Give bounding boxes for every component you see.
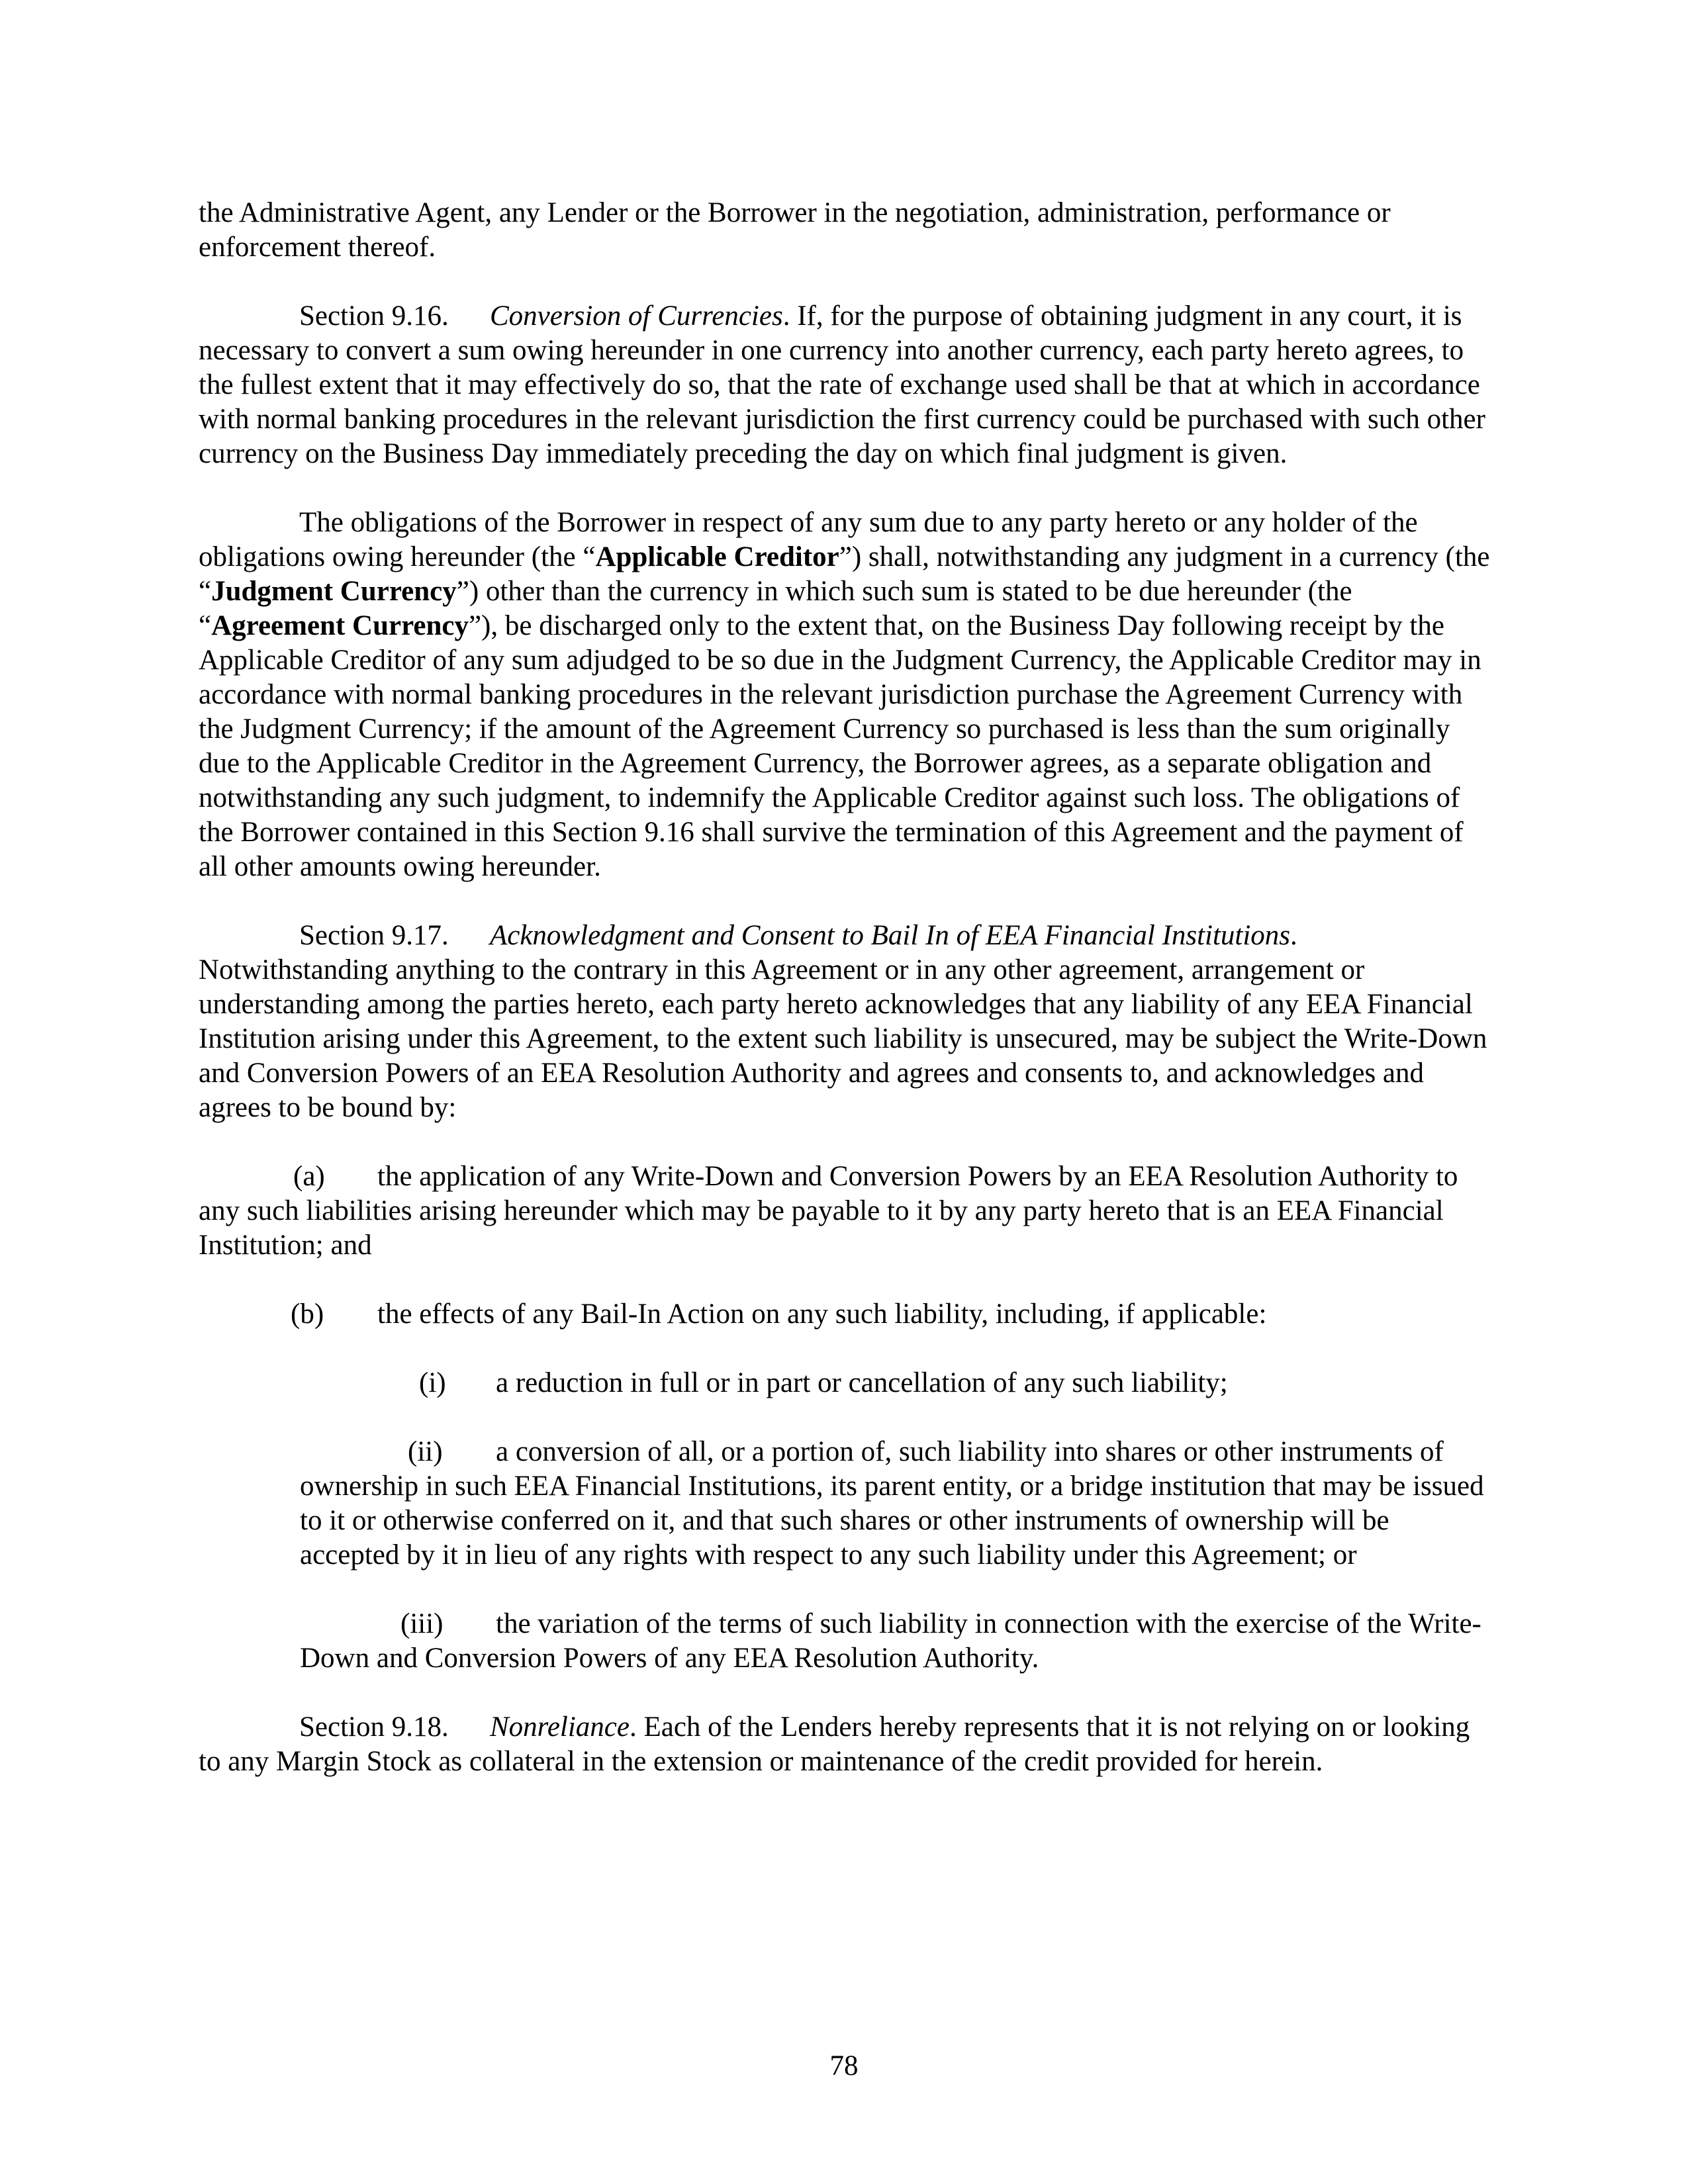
clause-label: (b) [291, 1298, 324, 1330]
clause-text: a reduction in full or in part or cancellation of any such liability; [496, 1367, 1228, 1398]
section-body: . Each of the Lenders hereby represents that it is not relying on or looking to any Margin Stock as collateral in the extension or maintenance of the credit provided for herein. [199, 1711, 1470, 1777]
section-9-17 [199, 919, 1491, 1125]
document-page [199, 196, 1491, 1813]
section-body: . If, for the purpose of obtaining judgment in any court, it is necessary to convert a sum owing hereunder in one currency into another currency, each party hereto agrees, to the fullest extent that it may effectively do so, that the rate of exchange used shall be that at which in accordance with normal banking procedures in the relevant jurisdiction the first currency could be purchased with such other currency on the Business Day immediately preceding the day on which final judgment is given. [199, 300, 1485, 469]
section-body: . Notwithstanding anything to the contrary in this Agreement or in any other agreement, arrangement or understanding among the parties hereto, each party hereto acknowledges that any liability of any EEA Financial Institution arising under this Agreement, to the extent such liability is unsecured, may be subject the Write-Down and Conversion Powers of an EEA Resolution Authority and agrees and consents to, and acknowledges and agrees to be bound by: [199, 920, 1487, 1123]
clause-text: the application of any Write-Down and Conversion Powers by an EEA Resolution Authority to any such liabilities arising hereunder which may be payable to it by any party hereto that is an EEA Financial Institution; and [199, 1161, 1458, 1261]
section-number: Section 9.18. [299, 1711, 449, 1743]
clause-ii [300, 1435, 1491, 1572]
section-number: Section 9.17. [299, 920, 449, 951]
paragraph-text: ”) shall, notwithstanding any judgment in a currency (the “ [199, 541, 1490, 607]
clause-text: a conversion of all, or a portion of, such liability into shares or other instruments of ownership in such EEA Financial Institutions, its parent entity, or a bridge institution that may be issued to it or otherwise conferred on it, and that such shares or other instruments of ownership will be accepted by it in lieu of any rights with respect to any such liability under this Agreement; or [300, 1436, 1484, 1570]
clause-b [199, 1297, 1491, 1332]
clause-iii [300, 1607, 1491, 1676]
section-9-18 [199, 1710, 1491, 1779]
paragraph-text: ”), be discharged only to the extent that, on the Business Day following receipt by the Applicable Creditor of any sum adjudged to be so due in the Judgment Currency, the Applicable Creditor may in accordance with normal banking procedures in the relevant jurisdiction purchase the Agreement Currency with the Judgment Currency; if the amount of the Agreement Currency so purchased is less than the sum originally due to the Applicable Creditor in the Agreement Currency, the Borrower agrees, as a separate obligation and notwithstanding any such judgment, to indemnify the Applicable Creditor against such loss. The obligations of the Borrower contained in this Section 9.16 shall survive the termination of this Agreement and the payment of all other amounts owing hereunder. [199, 610, 1481, 882]
clause-a [199, 1160, 1491, 1263]
page-number: 78 [829, 2050, 859, 2081]
clause-label: (i) [419, 1367, 446, 1398]
paragraph-continuation [199, 196, 1491, 265]
defined-term-applicable-creditor: Applicable Creditor [595, 541, 839, 572]
clause-label: (iii) [400, 1608, 444, 1639]
section-title: Conversion of Currencies [490, 300, 783, 332]
paragraph-text: The obligations of the Borrower in respect of any sum due to any party hereto or any holder of the obligations owing hereunder (the “ [199, 507, 1418, 572]
paragraph-text: the Administrative Agent, any Lender or the Borrower in the negotiation, administration, performance or enforcement thereof. [199, 197, 1391, 263]
clause-text: the variation of the terms of such liability in connection with the exercise of the Write-Down and Conversion Powers of any EEA Resolution Authority. [300, 1608, 1481, 1674]
section-title: Acknowledgment and Consent to Bail In of EEA Financial Institutions [490, 920, 1291, 951]
defined-term-agreement-currency: Agreement Currency [211, 610, 469, 641]
clause-i [300, 1366, 1491, 1400]
clause-label: (a) [293, 1161, 325, 1192]
section-number: Section 9.16. [299, 300, 449, 332]
section-title: Nonreliance [490, 1711, 630, 1743]
defined-term-judgment-currency: Judgment Currency [211, 576, 457, 607]
paragraph-obligations [199, 506, 1491, 884]
paragraph-text: ”) other than the currency in which such sum is stated to be due hereunder (the “ [199, 576, 1352, 641]
clause-label: (ii) [408, 1436, 443, 1467]
clause-text: the effects of any Bail-In Action on any such liability, including, if applicable: [377, 1298, 1267, 1330]
section-9-16 [199, 299, 1491, 471]
